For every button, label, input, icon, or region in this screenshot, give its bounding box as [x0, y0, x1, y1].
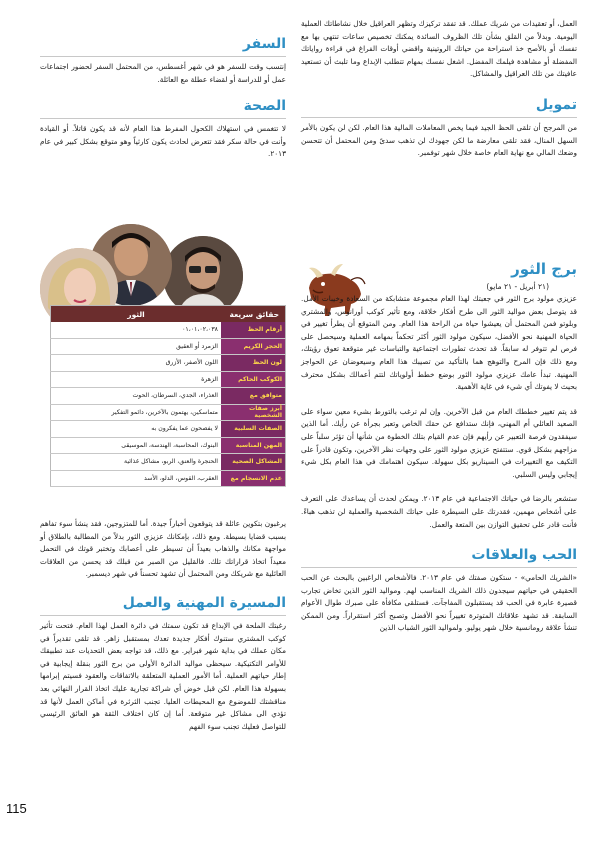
fact-value: متماسكين، يهتمون بالآخرين، دائمو التفكير — [51, 404, 222, 421]
fact-key: عدم الانسجام مع — [221, 470, 286, 487]
fact-key: الحجر الكريم — [221, 338, 286, 355]
travel-paragraph: إنتسب وقت للسفر هو في شهر أغسطس، من المحتمل السفر لحضور اجتماعات عمل أو للدراسة أو لقضاء عطلة مع العائلة. — [40, 62, 286, 84]
health-heading: الصحة — [243, 98, 286, 115]
love-divider — [301, 567, 577, 568]
table-row — [51, 437, 286, 454]
sign-title: برج الثور — [511, 260, 577, 278]
love-paragraph: «الشريك الحامي» - ستكون صفتك في عام ٢٠١٣. فالأشخاص الراغبين بالبحث عن الحب الحقيقي في حياتهم سيجدون ذلك الشريك المناسب لهم. ومواليد الثور الذين تخاض تجارب قصيرة عابرة في الحب قد يستقبلون المفاجآت. فستلقى مكافأة على صبرك طوال الأعوام السابقة. قد تشهد علاقاتك المتوترة تغييراً نحو الأفضل وتصبح أكثر استقراراً. ومن الممكن تنشأ علاقة رومانسية خلال شهر يوليو. ولمواليد الثور الشباب الذين — [301, 573, 577, 633]
fact-key: المشاكل الصحية — [221, 454, 286, 471]
career-heading: المسيرة المهنية والعمل — [122, 594, 286, 611]
fact-value: اللون الأصفر، الأزرق — [51, 355, 222, 372]
sign-paragraph-2: قد يتم تغيير خططك العام من قبل الآخرين. وإن لم ترغب بالتورط بشيء معين سواء على الصعيد العائلي أم المهني، فإنك ستدافع عن حقك الخاص وتعبر بجرأة عن رأيك. أما الذين سيفقدون فرصة التعبير عن رأيهم فإن عدم القيام بتلك الخطوة من شأنها أن تؤثر سلباً على مزاجهم بشكل قوي. ستتفتح عزيزي مولود الثور على وجهات نظر الآخرين، وتكون قادراً على التكيف مع التغييرات في السيناريو بكل سهولة. سيكون اهتمامك في هذا العام بكل شيء إيجابي وليس السلبي. — [301, 406, 577, 479]
fact-value: الحنجرة والعنق، الربو، مشاكل غذائية — [51, 454, 222, 471]
finance-heading: تمويل — [535, 96, 577, 113]
travel-divider — [40, 56, 286, 57]
career-divider — [40, 615, 286, 616]
left-column-top — [40, 34, 286, 161]
sign-paragraph-1: عزيزي مولود برج الثور في جعبتك لهذا العام مجموعة متشابكة من السعادة وخيبات الأمل. قد يتوصل بعض مواليد الثور الى طرح أفكار خلاقة، ومع تأثير كوكب أورانوس، والمشتري وبلوتو فمن المحتمل أن يعيشوا حياة من الراحة هذا العام. ومن المتوقع أن يطرأ تغيير في الحياة المهنية نحو الأفضل، سيكون مولود الثور أكثر تحكماً بمهامه العملية وسيحصل على فرص لم تتوفر له سابقاً. قد تحدث تطورات اجتماعية والتباسات غير متوقعة تعوق رؤيتك، ومع ذلك فإن المرح والتوهج هما بالتأكيد من تصيبك هذا العام وسيعوضان عن الحواجز المهنية. تبدأ عامك عزيزي مولود الثور بوضع خطط أولوياتك لتتم أعمالك بشكل محترف بحيث لا يفوتك أي شيء في غاية الأهمية. — [301, 294, 577, 392]
table-row — [51, 388, 286, 405]
table-row — [51, 322, 286, 338]
page-number: 115 — [6, 801, 27, 816]
table-row — [51, 421, 286, 438]
fact-key: لون الحظ — [221, 355, 286, 372]
table-row — [51, 371, 286, 388]
table-header-row — [51, 306, 286, 323]
finance-divider — [301, 117, 577, 118]
fact-value: البنوك، المحاسبة، الهندسة، الموسيقى — [51, 437, 222, 454]
sign-paragraph-3: ستشعر بالرضا في حياتك الاجتماعية في عام ٢٠١٣. ويمكن لحدث أن يساعدك على التعرف على أشخاص مهمين، فقدرتك على السيطرة على حياتك الشخصية والعملية لن تذهب هباءً. فأنت قادر على تحقيق التوازن بين المتعة والعمل. — [301, 494, 577, 529]
finance-paragraph: من المرجح أن تلقى الحظ الجيد فيما يخص المعاملات المالية هذا العام. لكن لن يكون بالأمر السهل المنال، فقد تلقى معارضة ما لكن جهودك لن تذهب سدىً ومن المحتمل أن تتحسن وضعك المالي مع نهاية العام خاصة خلال شهر توفمبر. — [301, 122, 577, 158]
fact-key: المهن المناسبة — [221, 437, 286, 454]
fact-value: لا يفصحون عما يفكرون به — [51, 421, 222, 438]
fact-key: الكوكب الحاكم — [221, 371, 286, 388]
table-header-left: الثور — [51, 306, 222, 323]
quick-facts-table — [50, 305, 286, 487]
health-paragraph: لا تتغمس في استهلاك الكحول المفرط هذا العام لأنه قد يكون قاتلاً. أو القيادة وأنت في حالة سكر فقد تتعرض لحادث يكون كارثياً وهو متوقع بشكل كبير في عام ٢٠١٣. — [40, 124, 286, 159]
left-column-bottom — [40, 518, 286, 733]
sign-dates: (٢١ أبريل - ٢١ مايو) — [486, 282, 549, 291]
fact-key: متوافق مع — [221, 388, 286, 405]
fact-key: أبرز صفات الشخصية — [221, 404, 286, 421]
fact-value: ٠١،٠١،٠٢،٠٣٨ — [51, 322, 222, 338]
fact-value: العذراء، الجدي، السرطان، الحوت — [51, 388, 222, 405]
table-row — [51, 404, 286, 421]
table-header: حقائق سريعة — [221, 306, 286, 323]
fact-key: الصفات السلبية — [221, 421, 286, 438]
fact-key: أرقام الحظ — [221, 322, 286, 338]
fact-value: الزهرة — [51, 371, 222, 388]
table-row — [51, 470, 286, 487]
table-row — [51, 355, 286, 372]
marriage-paragraph: يرغبون بتكوين عائلة قد يتوقعون أخباراً جيدة. أما للمتزوجين، فقد ينشأ سوء تفاهم بسبب قضايا بسيطة. ومع ذلك، بإمكانك عزيزي الثور بدلاً من المطالبة بالطلاق أو مواجهة مكانك والذهاب بعيداً أن تسيطر على أعصابك وتختبر قوتك في التحمل معيداً اتخاذ قراراتك تلك. فالقليل من الصبر من قبلك قد يحسن من العلاقات العائلية مع شريكك ومن المحتمل أن تشهد تحسناً في شهر ديسمبر. — [40, 519, 286, 579]
intro-paragraph: العمل، أو تعقيدات من شريك عملك. قد تفقد تركيزك وتظهر العراقيل خلال نشاطاتك العملية اليومية. وبدلاً من القلق بشأن تلك الظروف السائدة يمكنك تخصيص ساعات تنتهي بها مع تفسك أو بالأصح خذ استراحة من حياتك الروتينية واقضي أوقات الفراغ في قراءة رواياتك المفضلة أو مشاهدة فيلمك المفضل. اشغل نفسك بمهام تتطلب الإبداع وما تلبث أن تستعيد عافيتك من تلك العراقيل والمشاكل. — [301, 19, 577, 79]
fact-value: الزمرد أو العقيق — [51, 338, 222, 355]
career-paragraph: رغبتك الملحة في الإبداع قد تكون سمتك في دائرة العمل لهذا العام. فتحت تأثير كوكب المشتري ستنوك أفكار جديدة تعدك بمستقبل زاهر. قد تلقى تقديراً في مكان عملك في بداية شهر فبراير. مع ذلك، قد تواجه بعض التحديات عند تطبيقك للأوامر التكتيكية. سيحظى مواليد الدائرة الأولى من برج الثور بنقلة إيجابية في إطار حياتهم العملية. أما الأمور العملية المتعلقة بالاتفاقات والعقود فسيتم إبرامها بسهولة هذا العام. لكن قبل خوض أي شراكة تجارية عليك اتخاذ القرار النهائي بعد مناقشتك للموضوع مع المحيطات العليا. تجنب الثرثرة في أماكن العمل لأنها قد تؤدي الى مشاكل غير متوقعة. أما إن كان اختلاف الثقة هو العائق الرئيسي للتواصل فعليك تجنب سوء الفهم — [40, 620, 286, 731]
travel-heading: السفر — [242, 36, 286, 52]
table-row — [51, 338, 286, 355]
right-column — [301, 18, 577, 160]
love-heading: الحب والعلاقات — [471, 547, 577, 564]
portrait-man-glasses — [163, 236, 243, 316]
health-divider — [40, 118, 286, 119]
table-row — [51, 454, 286, 471]
fact-value: العقرب، القوس، الدلو، الأسد — [51, 470, 222, 487]
sign-section — [301, 258, 577, 635]
